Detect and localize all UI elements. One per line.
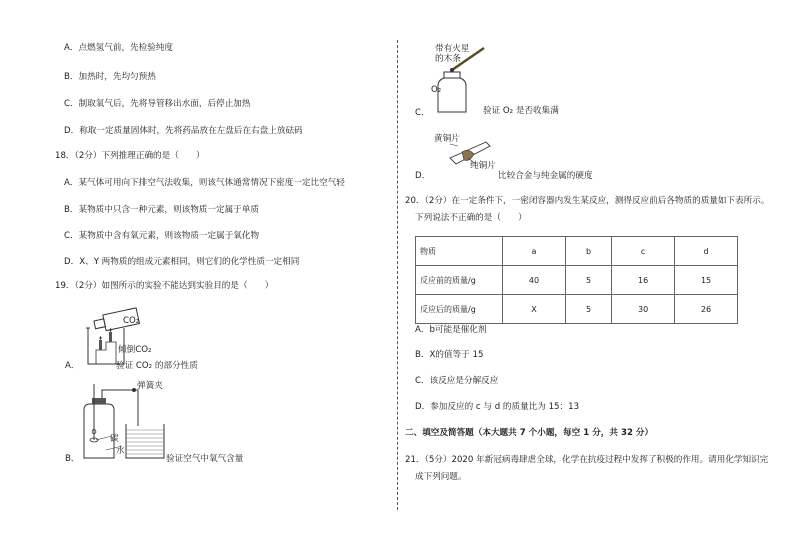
table-header-cell: a (503, 237, 566, 266)
figure-a-co2-beaker (72, 300, 162, 370)
table-cell: 5 (565, 295, 611, 324)
table-row (416, 266, 738, 295)
figure-b-label-clip: 弹簧夹 (137, 381, 163, 391)
q17-option-b: B．加热时，先均匀预热 (64, 72, 156, 82)
table-cell: 16 (612, 266, 675, 295)
figure-d-caption: 比较合金与纯金属的硬度 (498, 171, 593, 181)
table-row (416, 295, 738, 324)
q20-mass-table (415, 236, 738, 324)
table-cell: 30 (612, 295, 675, 324)
figure-a-label-pour: 倾倒CO₂ (118, 345, 152, 355)
q20-option-c: C．该反应是分解反应 (415, 376, 499, 386)
figure-c-label-top2: 的木条 (435, 54, 461, 64)
q18-option-d: D．X、Y 两物质的组成元素相同，则它们的化学性质一定相同 (64, 257, 300, 267)
q20-option-d: D．参加反应的 c 与 d 的质量比为 15：13 (415, 402, 580, 412)
figure-b-label-water: 水 (116, 446, 125, 456)
table-header-cell: b (565, 237, 611, 266)
figure-a-label-co2: CO₂ (123, 316, 140, 326)
q18-option-b: B．某物质中只含一种元素，则该物质一定属于单质 (64, 205, 259, 215)
q17-option-a: A．点燃氢气前，先检验纯度 (64, 43, 174, 53)
table-cell: 5 (565, 266, 611, 295)
table-header-cell: d (675, 237, 738, 266)
table-cell: 26 (675, 295, 738, 324)
figure-b-letter: B． (65, 454, 80, 464)
q21-line2: 成下列问题。 (415, 472, 467, 482)
q18-stem: 18．（2分）下列推理正确的是（ ） (55, 151, 205, 161)
figure-d-label-brass: 黄铜片 (434, 134, 460, 144)
table-cell: 反应前的质量/g (416, 266, 503, 295)
q19-stem: 19．（2分）如图所示的实验不能达到实验目的是（ ） (55, 281, 274, 291)
section-2-heading: 二、填空及简答题（本大题共 7 个小题，每空 1 分，共 32 分） (405, 428, 654, 438)
figure-a-caption: 验证 CO₂ 的部分性质 (116, 361, 198, 371)
q18-option-c: C．某物质中含有氧元素，则该物质一定属于氧化物 (64, 231, 260, 241)
q20-stem2: 下列说法不正确的是（ ） (415, 213, 527, 223)
table-header-row (416, 237, 738, 266)
figure-d-letter: D． (415, 171, 431, 181)
q17-option-d: D．称取一定质量固体时，先将药品放在左盘后在右盘上放砝码 (64, 126, 303, 136)
table-cell: 15 (675, 266, 738, 295)
column-divider (397, 40, 398, 510)
table-cell: 反应后的质量/g (416, 295, 503, 324)
table-cell: X (503, 295, 566, 324)
figure-a-letter: A． (65, 361, 80, 371)
figure-c-o2-bottle (438, 48, 498, 114)
figure-c-caption: 验证 O₂ 是否收集满 (483, 106, 559, 116)
table-header-cell: c (612, 237, 675, 266)
figure-c-label-top1: 带有火星 (435, 44, 470, 54)
q20-option-a: A．b可能是催化剂 (415, 325, 487, 335)
table-cell: 40 (503, 266, 566, 295)
q17-option-c: C．制取氧气后，先将导管移出水面，后停止加热 (64, 99, 251, 109)
q20-stem: 20．（2分）在一定条件下，一密闭容器内发生某反应，测得反应前后各物质的质量如下表所示。 (405, 196, 770, 206)
figure-c-letter: C． (415, 108, 430, 118)
figure-b-caption: 验证空气中氧气含量 (166, 454, 244, 464)
figure-c-label-o2: O₂ (431, 85, 442, 95)
q18-option-a: A．某气体可用向下排空气法收集，则该气体通常情况下密度一定比空气轻 (64, 178, 345, 188)
q21-line1: 21．（5分）2020 年新冠病毒肆虐全球，化学在抗疫过程中发挥了积极的作用。请用化学知识完 (405, 455, 769, 465)
figure-b-label-c: 碳 (110, 434, 119, 444)
figure-d-label-copper: 纯铜片 (470, 161, 496, 171)
table-header-cell: 物质 (416, 237, 503, 266)
q20-option-b: B．X的值等于 15 (415, 350, 484, 360)
figure-b-oxygen-apparatus (78, 380, 178, 462)
